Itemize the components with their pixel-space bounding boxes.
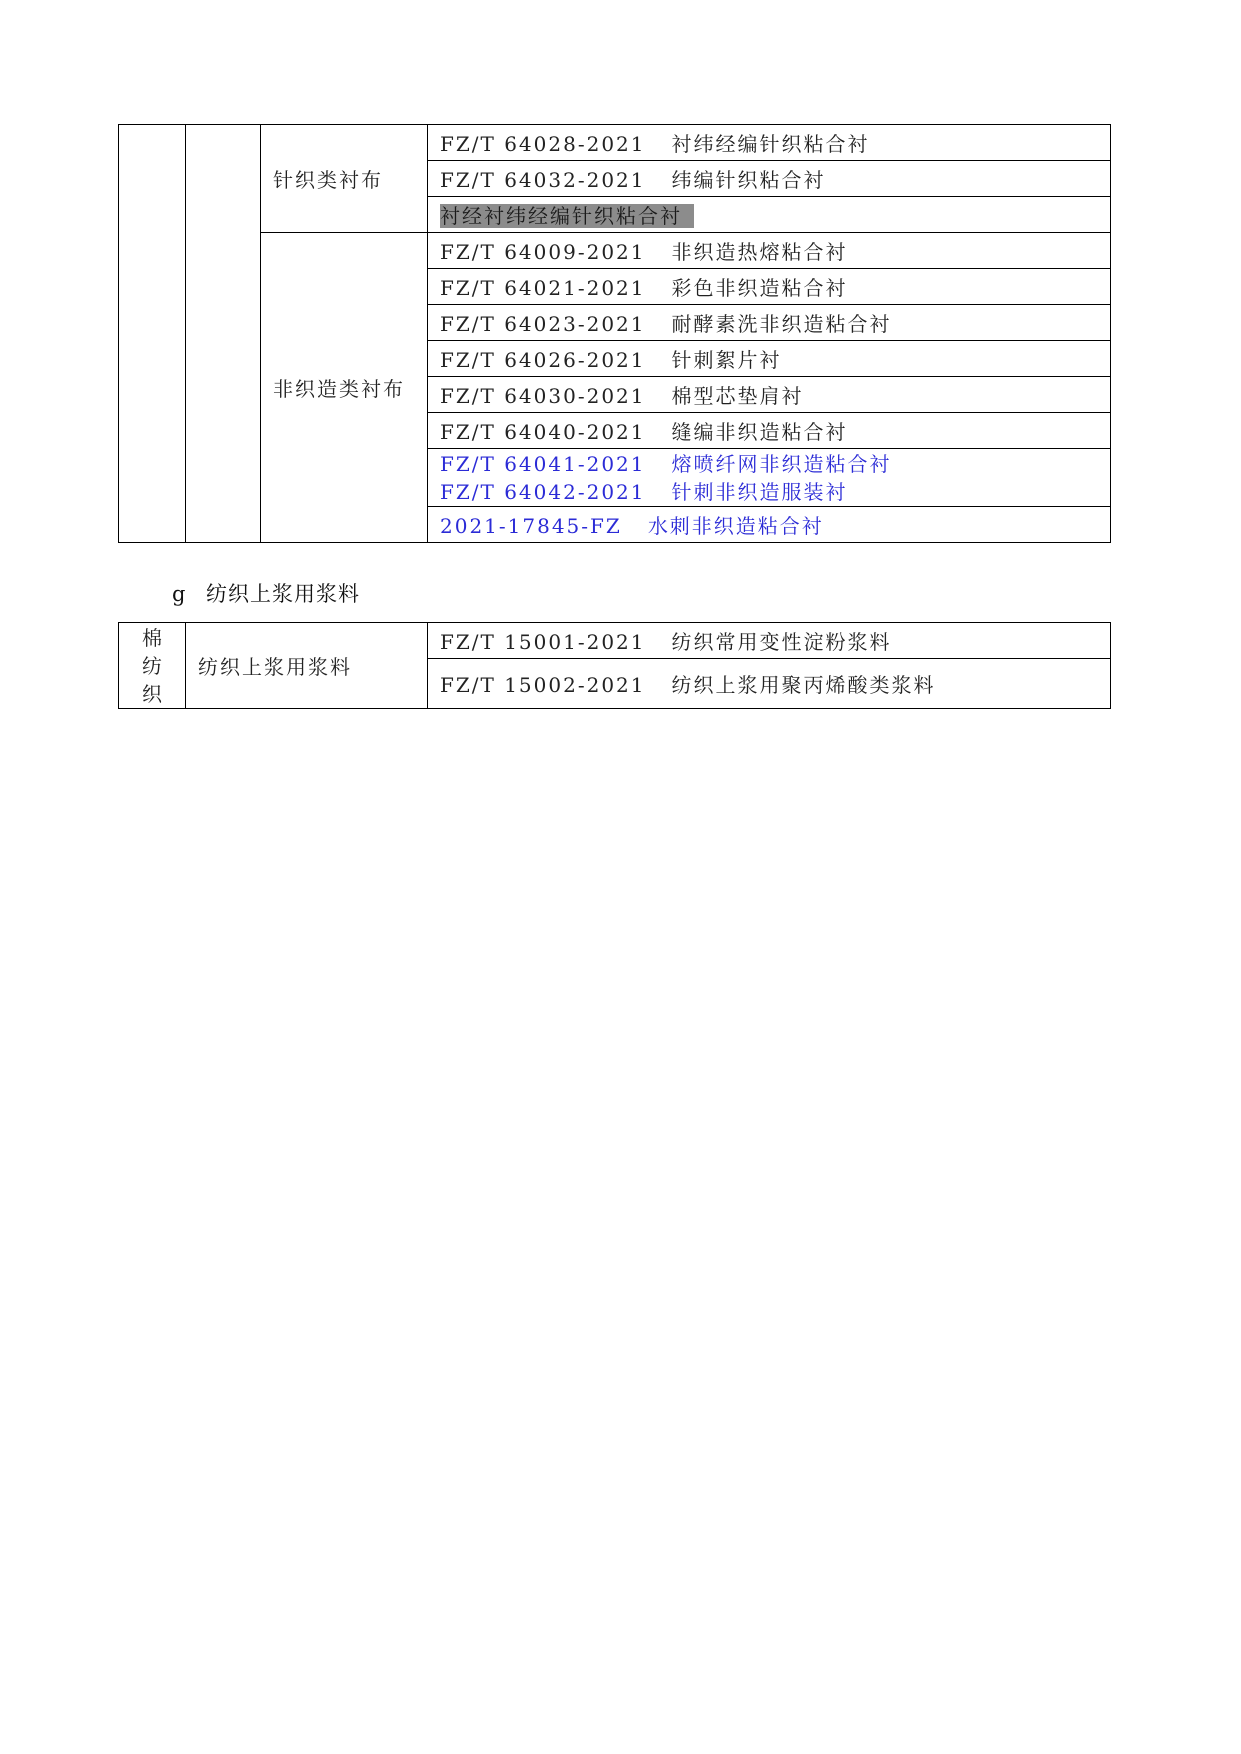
section-heading-g [172,578,360,608]
industry-char: 棉 [142,625,162,650]
standard-code: FZ/T 64030-2021 [440,384,646,408]
blue-standard-line [440,450,1110,478]
standard-name: 衬纬经编针织粘合衬 [671,132,870,156]
standard-code: FZ/T 64021-2021 [440,276,646,300]
standard-code: FZ/T 64023-2021 [440,312,646,336]
standard-name: 纬编针织粘合衬 [671,168,826,192]
standard-code: FZ/T 15002-2021 [440,673,646,697]
standard-row [428,377,1111,413]
section-title: 纺织上浆用浆料 [206,582,360,606]
standard-row [428,413,1111,449]
standard-code: FZ/T 64009-2021 [440,240,646,264]
standard-row-blue-pair [428,449,1111,507]
standard-row [428,341,1111,377]
subindustry-cell [186,125,261,543]
standard-code: FZ/T 64041-2021 [440,451,646,476]
standard-name: 纺织常用变性淀粉浆料 [671,630,892,654]
standard-code: FZ/T 64026-2021 [440,348,646,372]
standard-name: 熔喷纤网非织造粘合衬 [671,451,892,476]
industry-cell-cotton [119,623,186,709]
standard-code: FZ/T 64032-2021 [440,168,646,192]
standard-name: 缝编非织造粘合衬 [671,420,848,444]
standard-code: FZ/T 64040-2021 [440,420,646,444]
standard-name: 纺织上浆用聚丙烯酸类浆料 [671,673,936,697]
standard-row [428,623,1111,659]
blue-standard-line [440,478,1110,506]
standards-table-interlining [118,124,1111,543]
standard-name: 水刺非织造粘合衬 [647,514,824,538]
standard-row-highlighted [428,197,1111,233]
industry-char: 纺 [142,653,162,678]
standard-row-blue [428,507,1111,543]
standard-row [428,125,1111,161]
standard-row [428,269,1111,305]
standard-name: 针刺絮片衬 [671,348,782,372]
standard-row [428,161,1111,197]
highlighted-standard-name: 衬经衬纬经编针织粘合衬 [440,204,694,228]
standard-name: 非织造热熔粘合衬 [671,240,848,264]
industry-char: 织 [142,681,162,706]
standards-table-sizing [118,622,1111,709]
standard-code: FZ/T 15001-2021 [440,630,646,654]
standard-code: FZ/T 64042-2021 [440,479,646,504]
standard-name: 棉型芯垫肩衬 [671,384,804,408]
standard-name: 耐酵素洗非织造粘合衬 [671,312,892,336]
section-letter: g [172,582,187,606]
standard-code: 2021-17845-FZ [440,514,622,538]
category-knit: 针织类衬布 [261,125,428,233]
category-sizing: 纺织上浆用浆料 [186,623,428,709]
standard-name: 针刺非织造服装衬 [671,479,848,504]
standard-name: 彩色非织造粘合衬 [671,276,848,300]
standard-row [428,305,1111,341]
standard-row [428,233,1111,269]
category-nonwoven: 非织造类衬布 [261,233,428,543]
standard-row [428,659,1111,709]
industry-cell [119,125,186,543]
standard-code: FZ/T 64028-2021 [440,132,646,156]
